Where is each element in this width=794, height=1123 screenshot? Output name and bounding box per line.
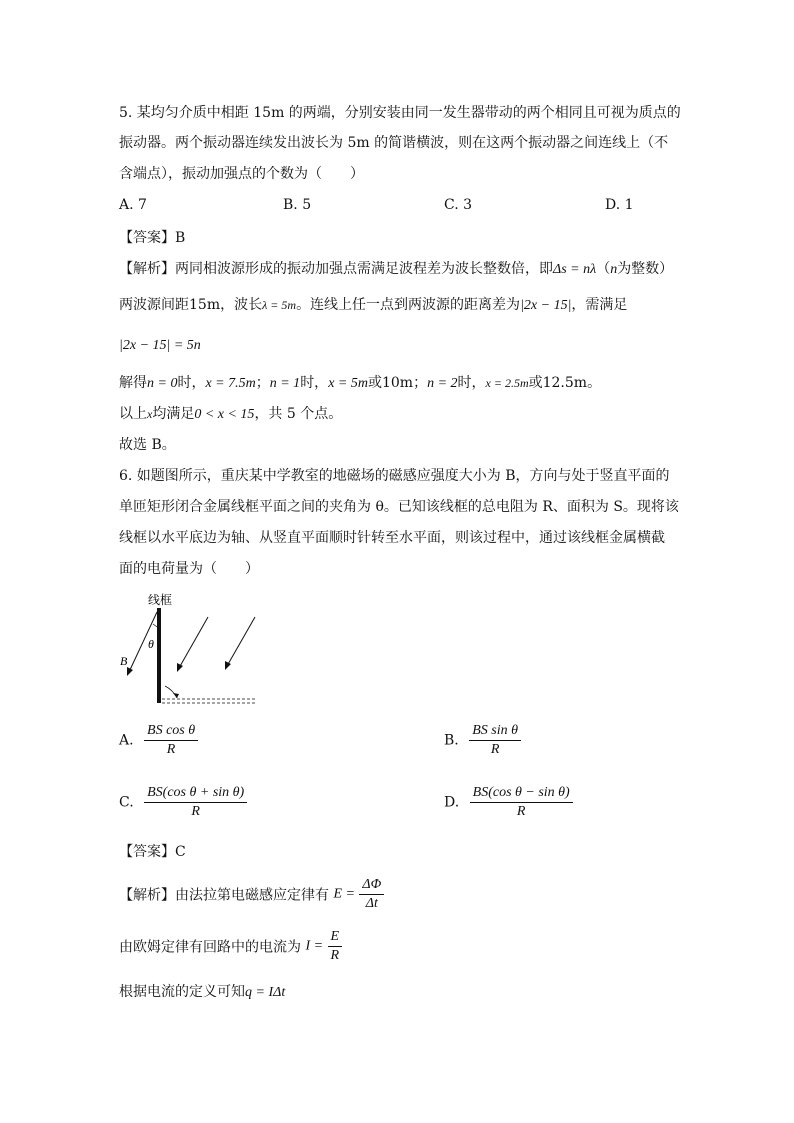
q6-stem-line2: 单匝矩形闭合金属线框平面之间的夹角为 θ。已知该线框的总电阻为 R、面积为 S。现将该 xyxy=(119,499,679,515)
arrowhead xyxy=(177,663,183,672)
q6-stem-line1: 6. 如题图所示，重庆某中学教室的地磁场的磁感应强度大小为 B，方向与处于竖直平面的 xyxy=(119,468,670,484)
q6-figure xyxy=(115,590,265,710)
q6-analysis-line3: 根据电流的定义可知q = IΔt xyxy=(119,984,286,1000)
theta-label: θ xyxy=(148,637,154,651)
q5-analysis-line1: 【解析】两同相波源形成的振动加强点需满足波程差为波长整数倍，即Δs = nλ（n为整数） xyxy=(119,261,674,277)
q6-stem-line3: 线框以水平底边为轴、从竖直平面顺时针转至水平面，则该过程中，通过该线框金属横截 xyxy=(119,530,665,546)
q6-option-c: C. $\frac{\text{BS(cos θ + sin θ)}}{R}$ xyxy=(119,784,247,821)
b-field-arrow xyxy=(179,617,208,668)
q5-conclusion: 故选 B。 xyxy=(119,437,176,453)
q6-analysis-line2: 由欧姆定律有回路中的电流为 I = $\frac{E}{R}$ xyxy=(119,928,342,965)
q6-analysis-line1: 【解析】由法拉第电磁感应定律有 E = $\frac{\Delta\Phi}{\Delta t}$ xyxy=(119,876,384,913)
q5-stem-line2: 振动器。两个振动器连续发出波长为 5m 的简谐横波，则在这两个振动器之间连线上（不 xyxy=(119,135,669,151)
q6-option-b: B. $\frac{\text{BS sin θ}}{R}$ xyxy=(444,722,521,759)
q5-analysis-equation: |2x − 15| = 5n xyxy=(119,338,201,353)
arrowhead xyxy=(225,661,231,670)
q5-analysis-line2: 两波源间距15m，波长λ = 5m。连线上任一点到两波源的距离差为|2x − 15|，需满足 xyxy=(119,297,628,313)
rotation-arc xyxy=(165,686,177,698)
q5-analysis-line5: 以上x均满足0 < x < 15，共 5 个点。 xyxy=(119,406,343,422)
q5-option-b: B. 5 xyxy=(283,197,312,213)
q5-option-a: A. 7 xyxy=(119,197,147,213)
q5-option-d: D. 1 xyxy=(605,197,634,213)
arrowhead xyxy=(127,667,133,676)
q6-option-d: D. $\frac{\text{BS(cos θ − sin θ)}}{R}$ xyxy=(444,784,573,821)
q5-analysis-line4: 解得n = 0时，x = 7.5m；n = 1时，x = 5m或10m；n = 2时，x = 2.5m或12.5m。 xyxy=(119,375,602,391)
q6-stem-line4: 面的电荷量为（ ） xyxy=(119,561,259,577)
q5-answer: 【答案】B xyxy=(119,230,186,246)
q5-option-c: C. 3 xyxy=(444,197,473,213)
rotation-arrowhead xyxy=(173,693,179,698)
q5-stem-line1: 5. 某均匀介质中相距 15m 的两端，分别安装由同一发生器带动的两个相同且可视为质点的 xyxy=(119,105,681,121)
figure-frame-label: 线框 xyxy=(148,593,173,607)
q5-stem-line3: 含端点），振动加强点的个数为（ ） xyxy=(119,166,364,182)
b-label: B xyxy=(120,654,128,668)
q6-option-a: A. $\frac{\text{BS cos θ}}{R}$ xyxy=(119,722,198,759)
q6-answer: 【答案】C xyxy=(119,844,186,860)
b-field-arrow xyxy=(227,617,255,666)
